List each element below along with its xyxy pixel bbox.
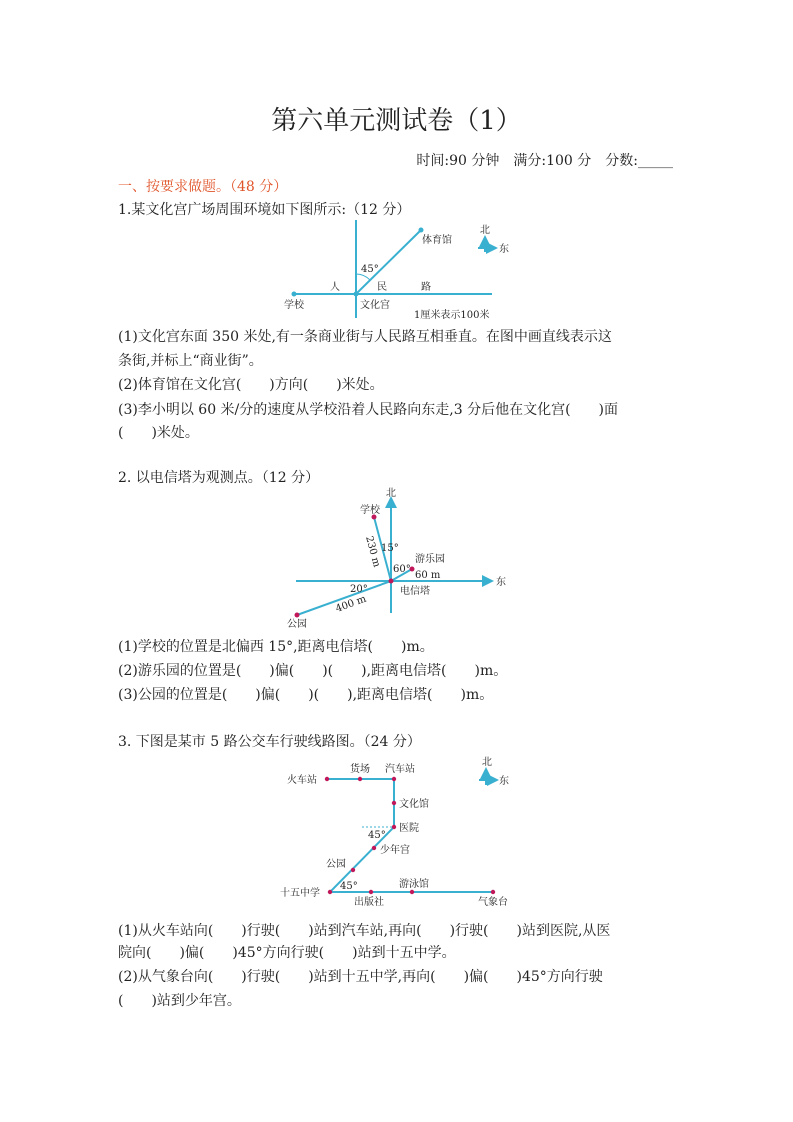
q3-heading: 3. 下图是某市 5 路公交车行驶线路图。（24 分） bbox=[118, 734, 421, 750]
stop-dot bbox=[392, 777, 396, 781]
scale-label: 1厘米表示100米 bbox=[414, 310, 490, 321]
stop-label: 十五中学 bbox=[280, 888, 320, 899]
figure-1-map bbox=[284, 220, 509, 321]
angle-label: 45° bbox=[340, 881, 358, 892]
school-label: 学校 bbox=[360, 505, 380, 516]
park-dot bbox=[295, 613, 300, 618]
stop-dot bbox=[372, 846, 376, 850]
stop-dot bbox=[351, 868, 355, 872]
diagram-label: 北 bbox=[482, 757, 492, 768]
palace-label: 文化宫 bbox=[360, 300, 390, 311]
section-heading: 一、按要求做题。（48 分） bbox=[118, 179, 288, 195]
school-label: 学校 bbox=[284, 300, 304, 311]
q3-line: (2)从气象台向( )行驶( )站到十五中学,再向( )偏( )45°方向行驶 bbox=[118, 969, 603, 985]
angle-label: 60° bbox=[393, 564, 411, 575]
stop-dot bbox=[392, 825, 396, 829]
angle-label: 15° bbox=[381, 543, 399, 554]
q3-line: (1)从火车站向( )行驶( )站到汽车站,再向( )行驶( )站到医院,从医 bbox=[118, 923, 611, 939]
distance-label: 60 m bbox=[415, 570, 441, 581]
compass-icon bbox=[478, 224, 509, 255]
stop-label: 货场 bbox=[350, 764, 370, 775]
q3-line: 院向( )偏( )45°方向行驶( )站到十五中学。 bbox=[118, 945, 456, 961]
angle-label: 45° bbox=[368, 830, 386, 841]
stop-label: 气象台 bbox=[478, 897, 508, 908]
tower-label: 电信塔 bbox=[400, 586, 430, 597]
figure-2-map bbox=[287, 487, 506, 630]
stop-label: 少年宫 bbox=[380, 845, 410, 856]
school-dot bbox=[292, 292, 297, 297]
stop-dot bbox=[369, 890, 373, 894]
gym-direction-line bbox=[356, 230, 421, 294]
road-char: 路 bbox=[421, 282, 431, 293]
north-label: 北 bbox=[386, 488, 396, 499]
gym-label: 体育馆 bbox=[422, 235, 452, 246]
road-char: 人 bbox=[330, 282, 340, 293]
q1-line: (1)文化宫东面 350 米处,有一条商业街与人民路互相垂直。在图中画直线表示这 bbox=[118, 329, 612, 345]
figure-3-bus-route bbox=[280, 756, 509, 908]
q2-line: (2)游乐园的位置是( )偏( )( ),距离电信塔( )m。 bbox=[118, 663, 508, 679]
q1-line: (3)李小明以 60 米/分的速度从学校沿着人民路向东走,3 分后他在文化宫( )面 bbox=[118, 402, 618, 418]
park-label: 公园 bbox=[287, 619, 307, 630]
q2-line: (3)公园的位置是( )偏( )( ),距离电信塔( )m。 bbox=[118, 687, 494, 703]
stop-dot bbox=[491, 890, 495, 894]
diagram-label: 东 bbox=[499, 776, 509, 787]
distance-label: 230 m bbox=[363, 534, 382, 569]
stop-label: 汽车站 bbox=[385, 764, 415, 775]
distance-label: 400 m bbox=[334, 593, 368, 615]
exam-meta: 时间:90 分钟 满分:100 分 分数:_____ bbox=[416, 153, 673, 169]
stop-dot bbox=[358, 777, 362, 781]
palace-dot bbox=[354, 292, 359, 297]
q1-line: (2)体育馆在文化宫( )方向( )米处。 bbox=[118, 377, 384, 393]
diagram-label: 北 bbox=[480, 225, 490, 236]
stop-label: 公园 bbox=[326, 859, 346, 870]
page-title: 第六单元测试卷（1） bbox=[271, 106, 522, 136]
diagram-label: 东 bbox=[499, 244, 509, 255]
east-label: 东 bbox=[496, 577, 506, 588]
compass-icon bbox=[479, 756, 509, 787]
stop-label: 游泳馆 bbox=[399, 879, 429, 890]
q3-line: ( )站到少年宫。 bbox=[118, 993, 241, 1009]
stop-label: 医院 bbox=[399, 823, 419, 834]
q2-heading: 2. 以电信塔为观测点。（12 分） bbox=[118, 470, 320, 486]
gym-dot bbox=[419, 228, 424, 233]
q2-line: (1)学校的位置是北偏西 15°,距离电信塔( )m。 bbox=[118, 639, 434, 655]
stop-label: 出版社 bbox=[354, 897, 384, 908]
stop-dot bbox=[328, 890, 332, 894]
q1-line: 条街,并标上“商业街”。 bbox=[118, 353, 263, 369]
stop-dot bbox=[392, 801, 396, 805]
stop-label: 火车站 bbox=[287, 775, 317, 786]
stop-dot bbox=[410, 890, 414, 894]
stop-label: 文化馆 bbox=[399, 799, 429, 810]
angle-label: 45° bbox=[361, 264, 379, 275]
amusement-park-label: 游乐园 bbox=[415, 554, 445, 565]
stop-dot bbox=[325, 777, 329, 781]
angle-label: 20° bbox=[350, 584, 368, 595]
road-char: 民 bbox=[377, 282, 387, 293]
tower-dot bbox=[389, 579, 394, 584]
q1-line: ( )米处。 bbox=[118, 425, 199, 441]
q1-heading: 1.某文化宫广场周围环境如下图所示:（12 分） bbox=[118, 202, 411, 218]
